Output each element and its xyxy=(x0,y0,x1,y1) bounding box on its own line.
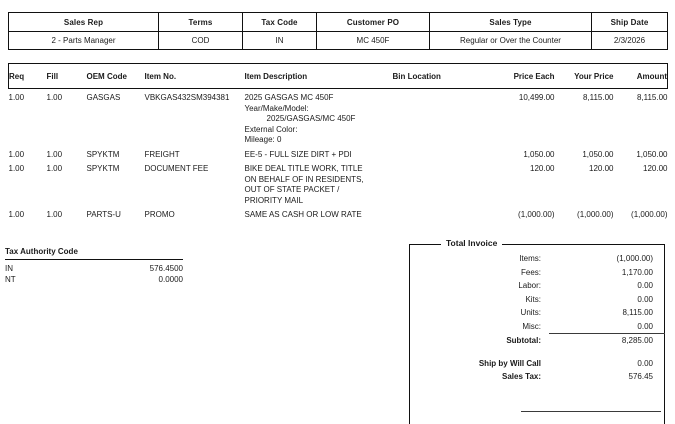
total-row xyxy=(409,279,665,293)
total-label-1: Fees: xyxy=(520,267,541,277)
cell-fill: 1.00 xyxy=(46,164,63,173)
value-terms: COD xyxy=(159,32,243,50)
cell-price-each: 1,050.00 xyxy=(523,149,555,159)
ship-label: Ship by Will Call xyxy=(478,358,541,368)
total-row xyxy=(409,320,665,334)
description-line: PRIORITY MAIL xyxy=(244,195,304,205)
cell-oem-code: SPYKTM xyxy=(86,164,120,173)
cell-your-price: 8,115.00 xyxy=(582,93,614,102)
line-items-body xyxy=(9,89,668,221)
total-label-5: Misc: xyxy=(522,322,541,331)
tax-authority-amount: 0.0000 xyxy=(158,275,183,284)
total-label-3: Kits: xyxy=(525,294,541,304)
cell-bin-location xyxy=(393,146,489,161)
description-line: OUT OF STATE PACKET / xyxy=(244,185,340,194)
cell-oem-code: GASGAS xyxy=(86,93,121,102)
col-item-description: Item Description xyxy=(245,64,393,89)
col-tax-code: Tax Code xyxy=(243,13,317,32)
cell-amount: (1,000.00) xyxy=(631,210,668,219)
col-oem-code: OEM Code xyxy=(87,64,145,89)
summary-header-row xyxy=(9,13,668,32)
col-sales-type: Sales Type xyxy=(430,13,592,32)
sales-tax-row xyxy=(409,370,665,384)
value-sales-rep: 2 - Parts Manager xyxy=(9,32,159,50)
col-your-price: Your Price xyxy=(555,64,614,89)
total-row xyxy=(409,266,665,280)
tax-authority-body xyxy=(5,262,183,284)
col-amount: Amount xyxy=(614,64,668,89)
total-spacer-cell xyxy=(409,348,665,357)
total-invoice-bottom-rule xyxy=(521,411,661,412)
description-line: ON BEHALF OF IN RESIDENTS, xyxy=(244,174,364,184)
cell-req: 1.00 xyxy=(8,93,25,102)
description-line: SAME AS CASH OR LOW RATE xyxy=(244,210,362,219)
line-items-header-row xyxy=(9,64,668,89)
value-ship-date: 2/3/2026 xyxy=(592,32,668,50)
cell-item-description xyxy=(245,146,393,161)
cell-your-price: 1,050.00 xyxy=(582,149,614,159)
tax-authority-amount: 576.4500 xyxy=(149,264,183,273)
total-invoice-legend: Total Invoice xyxy=(441,238,502,249)
total-invoice-table xyxy=(409,252,665,384)
total-value-2: 0.00 xyxy=(637,281,653,291)
cell-amount: 8,115.00 xyxy=(636,93,668,102)
total-value-3: 0.00 xyxy=(637,294,653,304)
description-line: External Color: xyxy=(244,124,298,134)
tax-authority-table xyxy=(5,262,183,284)
value-sales-type: Regular or Over the Counter xyxy=(430,32,592,50)
table-row xyxy=(9,206,668,221)
total-label-4: Units: xyxy=(520,308,541,318)
cell-item-no: PROMO xyxy=(144,210,175,219)
cell-fill: 1.00 xyxy=(46,149,63,159)
col-item-no: Item No. xyxy=(145,64,245,89)
cell-item-no: VBKGAS432SM394381 xyxy=(144,93,230,102)
cell-bin-location xyxy=(393,89,489,146)
cell-item-no: FREIGHT xyxy=(144,149,180,159)
tax-authority-code: NT xyxy=(5,275,16,284)
cell-oem-code: PARTS-U xyxy=(86,210,121,219)
value-customer-po: MC 450F xyxy=(317,32,430,50)
total-spacer xyxy=(409,348,665,357)
ship-value: 0.00 xyxy=(637,358,653,368)
total-value-4: 8,115.00 xyxy=(622,308,653,318)
order-summary-table xyxy=(8,12,668,50)
cell-your-price: 120.00 xyxy=(589,164,614,173)
col-fill: Fill xyxy=(47,64,87,89)
cell-price-each: 10,499.00 xyxy=(518,93,555,102)
cell-req: 1.00 xyxy=(8,164,25,173)
description-line: 2025/GASGAS/MC 450F xyxy=(266,114,356,123)
col-price-each: Price Each xyxy=(489,64,555,89)
total-invoice-body xyxy=(409,252,665,384)
table-row xyxy=(9,89,668,146)
cell-item-description xyxy=(245,89,393,146)
description-line: Year/Make/Model: xyxy=(244,103,309,113)
cell-price-each: (1,000.00) xyxy=(518,210,555,219)
total-row xyxy=(409,293,665,307)
cell-item-description xyxy=(245,160,393,206)
cell-amount: 120.00 xyxy=(643,164,668,173)
sales-tax-value: 576.45 xyxy=(628,372,653,382)
cell-fill: 1.00 xyxy=(46,93,63,102)
cell-req: 1.00 xyxy=(8,149,25,159)
tax-authority-row xyxy=(5,262,183,273)
tax-authority-title: Tax Authority Code xyxy=(5,247,78,256)
tax-authority-divider xyxy=(5,259,183,260)
line-items-table xyxy=(8,63,668,221)
tax-authority-code: IN xyxy=(5,264,13,273)
table-row xyxy=(9,160,668,206)
value-tax-code: IN xyxy=(243,32,317,50)
col-terms: Terms xyxy=(159,13,243,32)
total-label-0: Items: xyxy=(519,254,541,264)
col-bin-location: Bin Location xyxy=(393,64,489,89)
cell-fill: 1.00 xyxy=(46,210,63,219)
ship-row xyxy=(409,357,665,371)
total-value-0: (1,000.00) xyxy=(616,254,653,264)
total-value-5: 0.00 xyxy=(637,321,653,331)
total-label-2: Labor: xyxy=(518,281,541,291)
subtotal-label: Subtotal: xyxy=(506,336,541,345)
cell-req: 1.00 xyxy=(8,210,25,219)
col-req: Req xyxy=(9,64,47,89)
total-value-1: 1,170.00 xyxy=(621,267,653,277)
subtotal-value: 8,285.00 xyxy=(549,334,665,348)
cell-price-each: 120.00 xyxy=(530,164,555,173)
cell-your-price: (1,000.00) xyxy=(577,210,614,219)
col-customer-po: Customer PO xyxy=(317,13,430,32)
cell-amount: 1,050.00 xyxy=(636,149,668,159)
cell-oem-code: SPYKTM xyxy=(86,149,120,159)
col-sales-rep: Sales Rep xyxy=(9,13,159,32)
total-row xyxy=(409,252,665,266)
sales-tax-label: Sales Tax: xyxy=(502,372,541,382)
description-line: BIKE DEAL TITLE WORK, TITLE xyxy=(244,164,363,173)
cell-bin-location xyxy=(393,160,489,206)
subtotal-row xyxy=(409,334,665,348)
description-line: Mileage: 0 xyxy=(244,135,282,144)
description-line: EE-5 - FULL SIZE DIRT + PDI xyxy=(244,149,352,159)
cell-item-no: DOCUMENT FEE xyxy=(144,164,209,173)
table-row xyxy=(9,146,668,161)
col-ship-date: Ship Date xyxy=(592,13,668,32)
summary-value-row xyxy=(9,32,668,50)
tax-authority-row xyxy=(5,273,183,284)
total-row xyxy=(409,306,665,320)
cell-bin-location xyxy=(393,206,489,221)
tax-authority-section xyxy=(5,247,190,284)
cell-item-description xyxy=(245,206,393,221)
description-line: 2025 GASGAS MC 450F xyxy=(244,93,334,102)
